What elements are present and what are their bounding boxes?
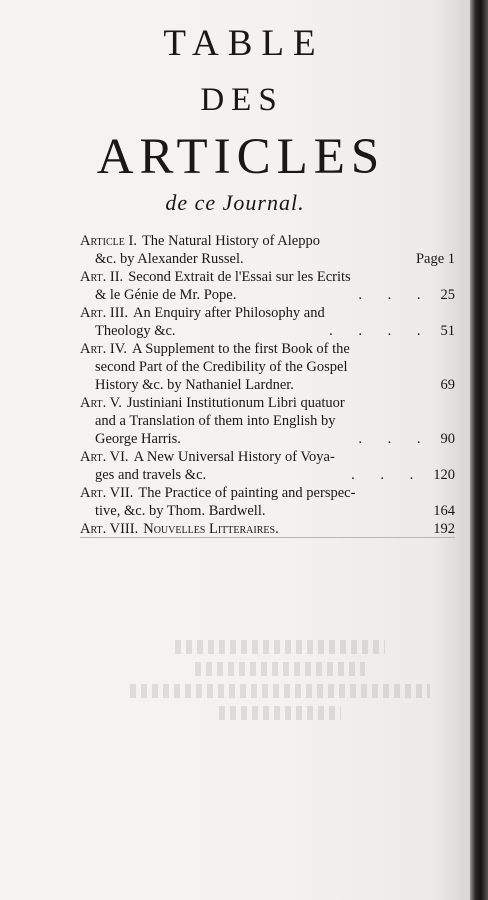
article-title-line: &c. by Alexander Russel. xyxy=(95,251,244,267)
leader-dots: . . . xyxy=(358,431,421,447)
article-label: Art. VII. xyxy=(80,485,134,501)
article-title-line: & le Génie de Mr. Pope. xyxy=(95,287,237,303)
article-title-line: An Enquiry after Philosophy and xyxy=(133,305,325,321)
toc-entry xyxy=(80,304,455,340)
article-title-line: Nouvelles Litteraires. xyxy=(143,521,279,537)
article-title-line: Theology &c. xyxy=(95,323,176,339)
article-label: Art. VIII. xyxy=(80,521,139,537)
page-number: 164 xyxy=(433,503,455,519)
title-line-table: TABLE xyxy=(163,23,325,64)
page-number: 69 xyxy=(440,377,455,393)
toc-entry xyxy=(80,268,455,304)
article-title-line: tive, &c. by Thom. Bardwell. xyxy=(95,503,266,519)
title-line-des: DES xyxy=(200,82,284,118)
table-of-contents xyxy=(80,232,455,538)
article-title-line: Second Extrait de l'Essai sur les Ecrits xyxy=(128,269,351,285)
article-title-line: A New Universal History of Voya- xyxy=(133,449,335,465)
article-label: Art. VI. xyxy=(80,449,129,465)
page-edge-shadow xyxy=(470,0,488,900)
subtitle: de ce Journal. xyxy=(165,190,305,215)
article-label: Art. III. xyxy=(80,305,129,321)
page-number: 192 xyxy=(433,521,455,537)
toc-entry xyxy=(80,340,455,394)
article-title-line: ges and travels &c. xyxy=(95,467,207,483)
article-title-line: A Supplement to the first Book of the xyxy=(131,341,350,357)
article-title-line: The Natural History of Aleppo xyxy=(141,233,320,249)
article-title-line: George Harris. xyxy=(95,431,181,447)
toc-entry xyxy=(80,394,455,448)
page-number: 120 xyxy=(433,467,455,483)
page-number: 51 xyxy=(440,323,455,339)
article-title-line: and a Translation of them into English by xyxy=(95,413,336,429)
title-line-articles: ARTICLES xyxy=(96,129,386,185)
article-title-line: second Part of the Credibility of the Gospel xyxy=(95,359,348,375)
leader-dots: . . . . xyxy=(329,323,421,339)
article-label: Art. V. xyxy=(80,395,122,411)
toc-entry xyxy=(80,484,455,520)
article-label: Art. IV. xyxy=(80,341,127,357)
bleed-through-show-through xyxy=(110,640,450,780)
toc-entry xyxy=(80,448,455,484)
article-label: Article I. xyxy=(80,233,137,249)
leader-dots: . . . xyxy=(351,467,414,483)
article-title-line: History &c. by Nathaniel Lardner. xyxy=(95,377,294,393)
article-title-line: Justiniani Institutionum Libri quatuor xyxy=(126,395,345,411)
leader-dots: . . . xyxy=(358,287,421,303)
page-number: Page 1 xyxy=(415,251,455,267)
divider-rule xyxy=(80,537,455,538)
page-number: 25 xyxy=(440,287,455,303)
article-label: Art. II. xyxy=(80,269,124,285)
toc-entry xyxy=(80,520,455,538)
toc-entry xyxy=(80,232,455,268)
article-title-line: The Practice of painting and perspec- xyxy=(138,485,356,501)
page-number: 90 xyxy=(440,431,455,447)
